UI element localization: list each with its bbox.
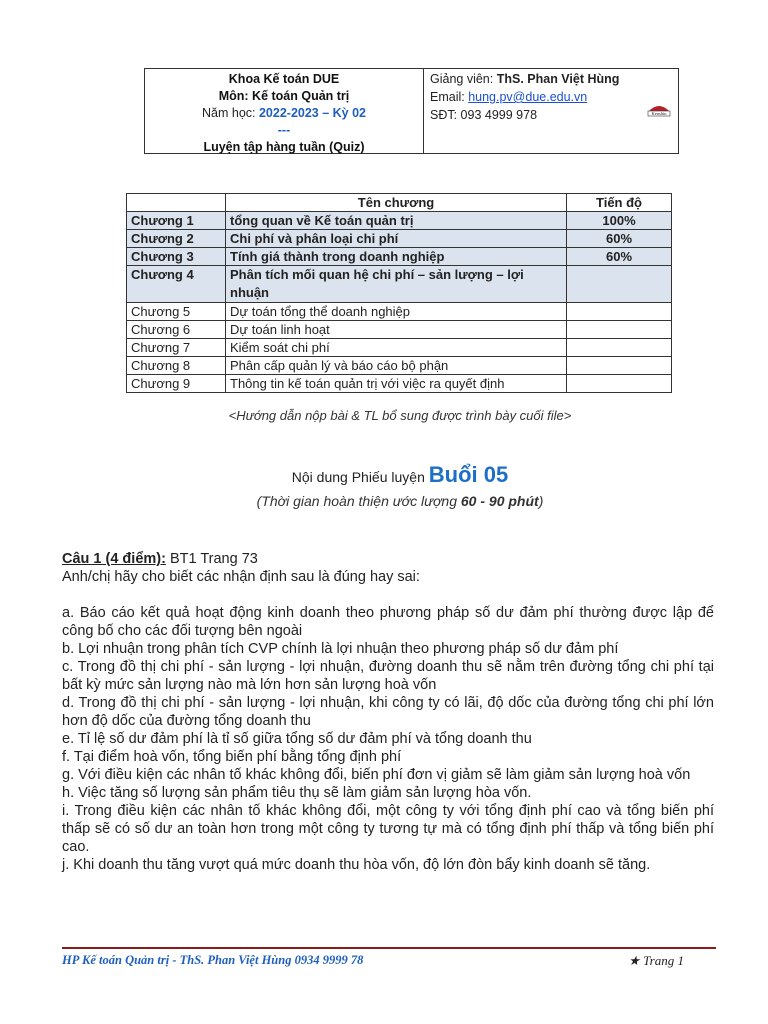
subject: Môn: Kế toán Quản trị bbox=[218, 89, 350, 103]
list-item: e. Tỉ lệ số dư đảm phí là tỉ số giữa tổng số dư đảm phí và tổng doanh thu bbox=[62, 731, 532, 747]
list-item: c. Trong đồ thị chi phí - sản lượng - lợi nhuận, đường doanh thu sẽ nằm trên đường tổng chi phí tại bất kỳ mức sản lượng nào mà lớn hơn sản lượng hoà vốn bbox=[62, 659, 714, 693]
list-item: d. Trong đồ thị chi phí - sản lượng - lợi nhuận, khi công ty có lãi, độ dốc của đường tổng chi phí lớn hơn độ dốc của đường tổng doanh thu bbox=[62, 695, 714, 729]
lecturer: Giảng viên: ThS. Phan Việt Hùng bbox=[430, 72, 620, 86]
footer-divider bbox=[62, 947, 716, 949]
table-header-row bbox=[127, 194, 672, 212]
header-chapter-name: Tên chương bbox=[226, 194, 567, 212]
table-row: Chương 4 Phân tích mối quan hệ chi phí – sản lượng – lợi nhuận bbox=[127, 266, 672, 303]
table-row: Chương 5 Dự toán tổng thể doanh nghiệp bbox=[127, 303, 672, 321]
table-row: Chương 7 Kiểm soát chi phí bbox=[127, 339, 672, 357]
kenshin-logo-icon bbox=[646, 101, 672, 123]
question-heading: Câu 1 (4 điểm): BT1 Trang 73 bbox=[62, 551, 258, 567]
list-item: f. Tại điểm hoà vốn, tổng biến phí bằng tổng định phí bbox=[62, 749, 402, 765]
submission-note: <Hướng dẫn nộp bài & TL bổ sung được trình bày cuối file> bbox=[228, 408, 572, 423]
list-item: g. Với điều kiện các nhân tố khác không đổi, biến phí đơn vị giảm sẽ làm giảm sản lượng hoà vốn bbox=[62, 767, 691, 783]
list-item: i. Trong điều kiện các nhân tố khác không đổi, một công ty với tổng định phí cao và tổng biến phí thấp sẽ có số dư an toàn hơn trong một công ty tương tự mà có tổng định phí thấp và tổng biến phí cao. bbox=[62, 803, 714, 855]
list-item: b. Lợi nhuận trong phân tích CVP chính là lợi nhuận theo phương pháp số dư đảm phí bbox=[62, 641, 619, 657]
table-row: Chương 6 Dự toán linh hoạt bbox=[127, 321, 672, 339]
list-item: h. Việc tăng số lượng sản phẩm tiêu thụ sẽ làm giảm sản lượng hòa vốn. bbox=[62, 785, 532, 801]
header-empty bbox=[127, 194, 226, 212]
question-prompt: Anh/chị hãy cho biết các nhận định sau là đúng hay sai: bbox=[62, 569, 420, 585]
list-item: a. Báo cáo kết quả hoạt động kinh doanh theo phương pháp số dư đảm phí thường được lập để công bố cho các đối tượng bên ngoài bbox=[62, 605, 714, 639]
table-row: Chương 1 tổng quan về Kế toán quản trị 100% bbox=[127, 212, 672, 230]
table-row: Chương 2 Chi phí và phân loại chi phí 60% bbox=[127, 230, 672, 248]
academic-year: Năm học: 2022-2023 – Kỳ 02 bbox=[202, 106, 366, 120]
separator: --- bbox=[277, 123, 291, 137]
table-row: Chương 3 Tính giá thành trong doanh nghiệp 60% bbox=[127, 248, 672, 266]
table-row: Chương 9 Thông tin kế toán quản trị với việc ra quyết định bbox=[127, 375, 672, 393]
svg-text:Kenshin: Kenshin bbox=[651, 111, 667, 116]
question-1 bbox=[62, 550, 714, 874]
table-row: Chương 8 Phân cấp quản lý và báo cáo bộ phận bbox=[127, 357, 672, 375]
email-link[interactable]: hung.pv@due.edu.vn bbox=[468, 90, 588, 104]
lecturer-info bbox=[424, 69, 678, 153]
faculty: Khoa Kế toán DUE bbox=[228, 72, 340, 86]
session-time: (Thời gian hoàn thiện ước lượng 60 - 90 phút) bbox=[256, 493, 544, 509]
phone: SĐT: 093 4999 978 bbox=[430, 108, 538, 122]
svg-text:·: · bbox=[658, 118, 660, 122]
quiz-label: Luyện tập hàng tuần (Quiz) bbox=[203, 140, 365, 154]
header-box bbox=[144, 68, 679, 154]
list-item: j. Khi doanh thu tăng vượt quá mức doanh thu hòa vốn, độ lớn đòn bẩy kinh doanh sẽ tăng. bbox=[62, 857, 651, 873]
email-line: Email: hung.pv@due.edu.vn bbox=[430, 90, 588, 104]
header-progress: Tiến độ bbox=[567, 194, 672, 212]
chapter-progress-table bbox=[126, 193, 672, 393]
footer-course: HP Kế toán Quản trị - ThS. Phan Việt Hùng 0934 9999 78 bbox=[62, 953, 364, 967]
footer-page: ★ Trang 1 bbox=[628, 953, 684, 968]
course-info bbox=[145, 69, 424, 153]
session-title: Nội dung Phiếu luyện Buổi 05 bbox=[291, 462, 509, 487]
star-icon: ★ bbox=[628, 953, 640, 968]
